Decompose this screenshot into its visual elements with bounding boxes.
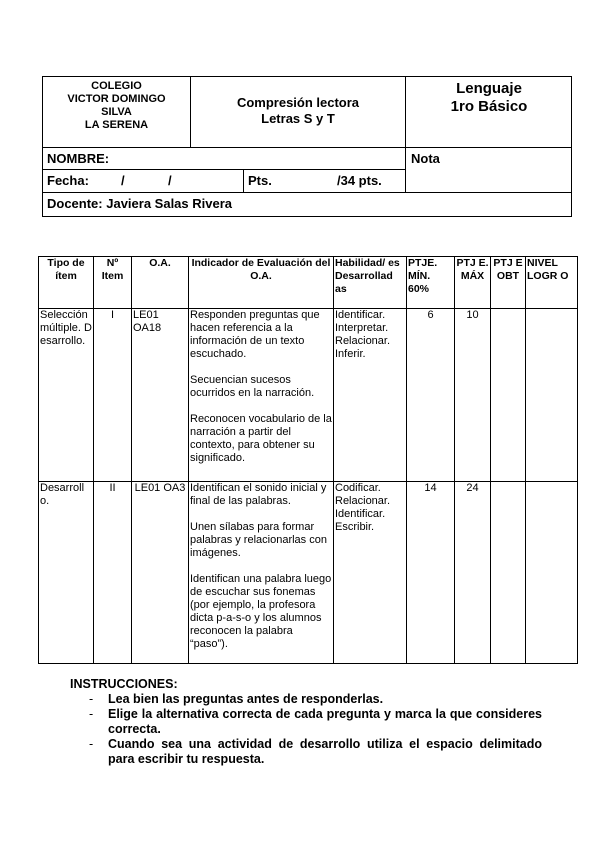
list-item [89, 692, 542, 707]
pts-total: /34 pts. [337, 173, 382, 188]
cell-ptj-max: 24 [455, 482, 491, 664]
bullet-dash: - [89, 737, 94, 751]
header-line [42, 192, 572, 193]
nombre-label: NOMBRE: [47, 151, 110, 166]
skill-text: Identificar. [335, 309, 386, 321]
instruction-text: Elige la alternativa correcta de cada pregunta y marca la que consideres correcta. [108, 707, 542, 736]
cell-ptje-min: 14 [407, 482, 455, 664]
instruction-text: Cuando sea una actividad de desarrollo utiliza el espacio delimitado para escribir tu respuesta. [108, 737, 542, 766]
table-header-row [39, 257, 578, 309]
skill-text: Inferir. [335, 348, 366, 360]
list-item [89, 707, 542, 737]
fecha-separator: / [168, 173, 172, 188]
fecha-separator: / [121, 173, 125, 188]
list-item [89, 737, 542, 767]
cell-num: I [94, 309, 132, 482]
skill-text: Relacionar. [335, 335, 391, 347]
cell-tipo: Desarrollo. [39, 482, 94, 664]
cell-ptj-max: 10 [455, 309, 491, 482]
table-row [39, 309, 578, 482]
topic-title: Compresión lectora Letras S y T [236, 95, 360, 126]
skill-text: Identificar. [335, 508, 386, 520]
school-name: COLEGIO VICTOR DOMINGO SILVA LA SERENA [67, 80, 166, 131]
nota-label: Nota [411, 151, 440, 166]
header-tipo: Tipo de ítem [39, 257, 94, 309]
cell-nivel[interactable] [526, 482, 578, 664]
header-nivel: NIVEL LOGR O [526, 257, 578, 309]
cell-indicador [189, 309, 334, 482]
header-ptj-obt: PTJ E OBT [491, 257, 526, 309]
header-ptje-min: PTJE. MÍN. 60% [407, 257, 455, 309]
bullet-dash: - [89, 692, 94, 706]
pts-label: Pts. [248, 173, 272, 188]
header-divider [243, 169, 244, 193]
header-num: Nº Item [94, 257, 132, 309]
instructions-title: INSTRUCCIONES: [70, 677, 178, 691]
header-ptj-max: PTJ E. MÁX [455, 257, 491, 309]
cell-ptj-obt[interactable] [491, 309, 526, 482]
header-line [42, 147, 572, 148]
fecha-label: Fecha: [47, 173, 89, 188]
header-habilidad: Habilidad/ es Desarrollad as [334, 257, 407, 309]
cell-oa: LE01 OA3 [132, 482, 189, 664]
header-line [42, 169, 406, 170]
header-indicador: Indicador de Evaluación del O.A. [189, 257, 334, 309]
skill-text: Relacionar. [335, 495, 391, 507]
cell-habilidad [334, 309, 407, 482]
cell-indicador [189, 482, 334, 664]
cell-ptj-obt[interactable] [491, 482, 526, 664]
cell-nivel[interactable] [526, 309, 578, 482]
evaluation-table [38, 256, 578, 664]
cell-habilidad [334, 482, 407, 664]
indicator-text: Identifican una palabra luego de escuchar sus fonemas (por ejemplo, la profesora dicta p-a-s-o y los alumnos reconocen la palabra “paso”). [190, 573, 332, 650]
cell-oa: LE01 OA18 [132, 309, 189, 482]
docente-label: Docente: Javiera Salas Rivera [47, 196, 232, 211]
cell-num: II [94, 482, 132, 664]
skill-text: Escribir. [335, 521, 375, 533]
table-row [39, 482, 578, 664]
indicator-text: Secuencian sucesos ocurridos en la narración. [190, 374, 315, 399]
cell-ptje-min: 6 [407, 309, 455, 482]
indicator-text: Responden preguntas que hacen referencia a la información de un texto escuchado. [190, 309, 320, 360]
instruction-text: Lea bien las preguntas antes de responderlas. [108, 692, 384, 706]
header-oa: O.A. [132, 257, 189, 309]
indicator-text: Unen sílabas para formar palabras y relacionarlas con imágenes. [190, 521, 327, 559]
subject-title: Lenguaje 1ro Básico [450, 80, 528, 115]
indicator-text: Identifican el sonido inicial y final de las palabras. [190, 482, 327, 507]
skill-text: Interpretar. [335, 322, 389, 334]
cell-tipo: Selección múltiple. Desarrollo. [39, 309, 94, 482]
skill-text: Codificar. [335, 482, 381, 494]
indicator-text: Reconocen vocabulario de la narración a partir del contexto, para obtener su significado. [190, 413, 332, 464]
instructions-list [89, 692, 542, 767]
bullet-dash: - [89, 707, 94, 721]
